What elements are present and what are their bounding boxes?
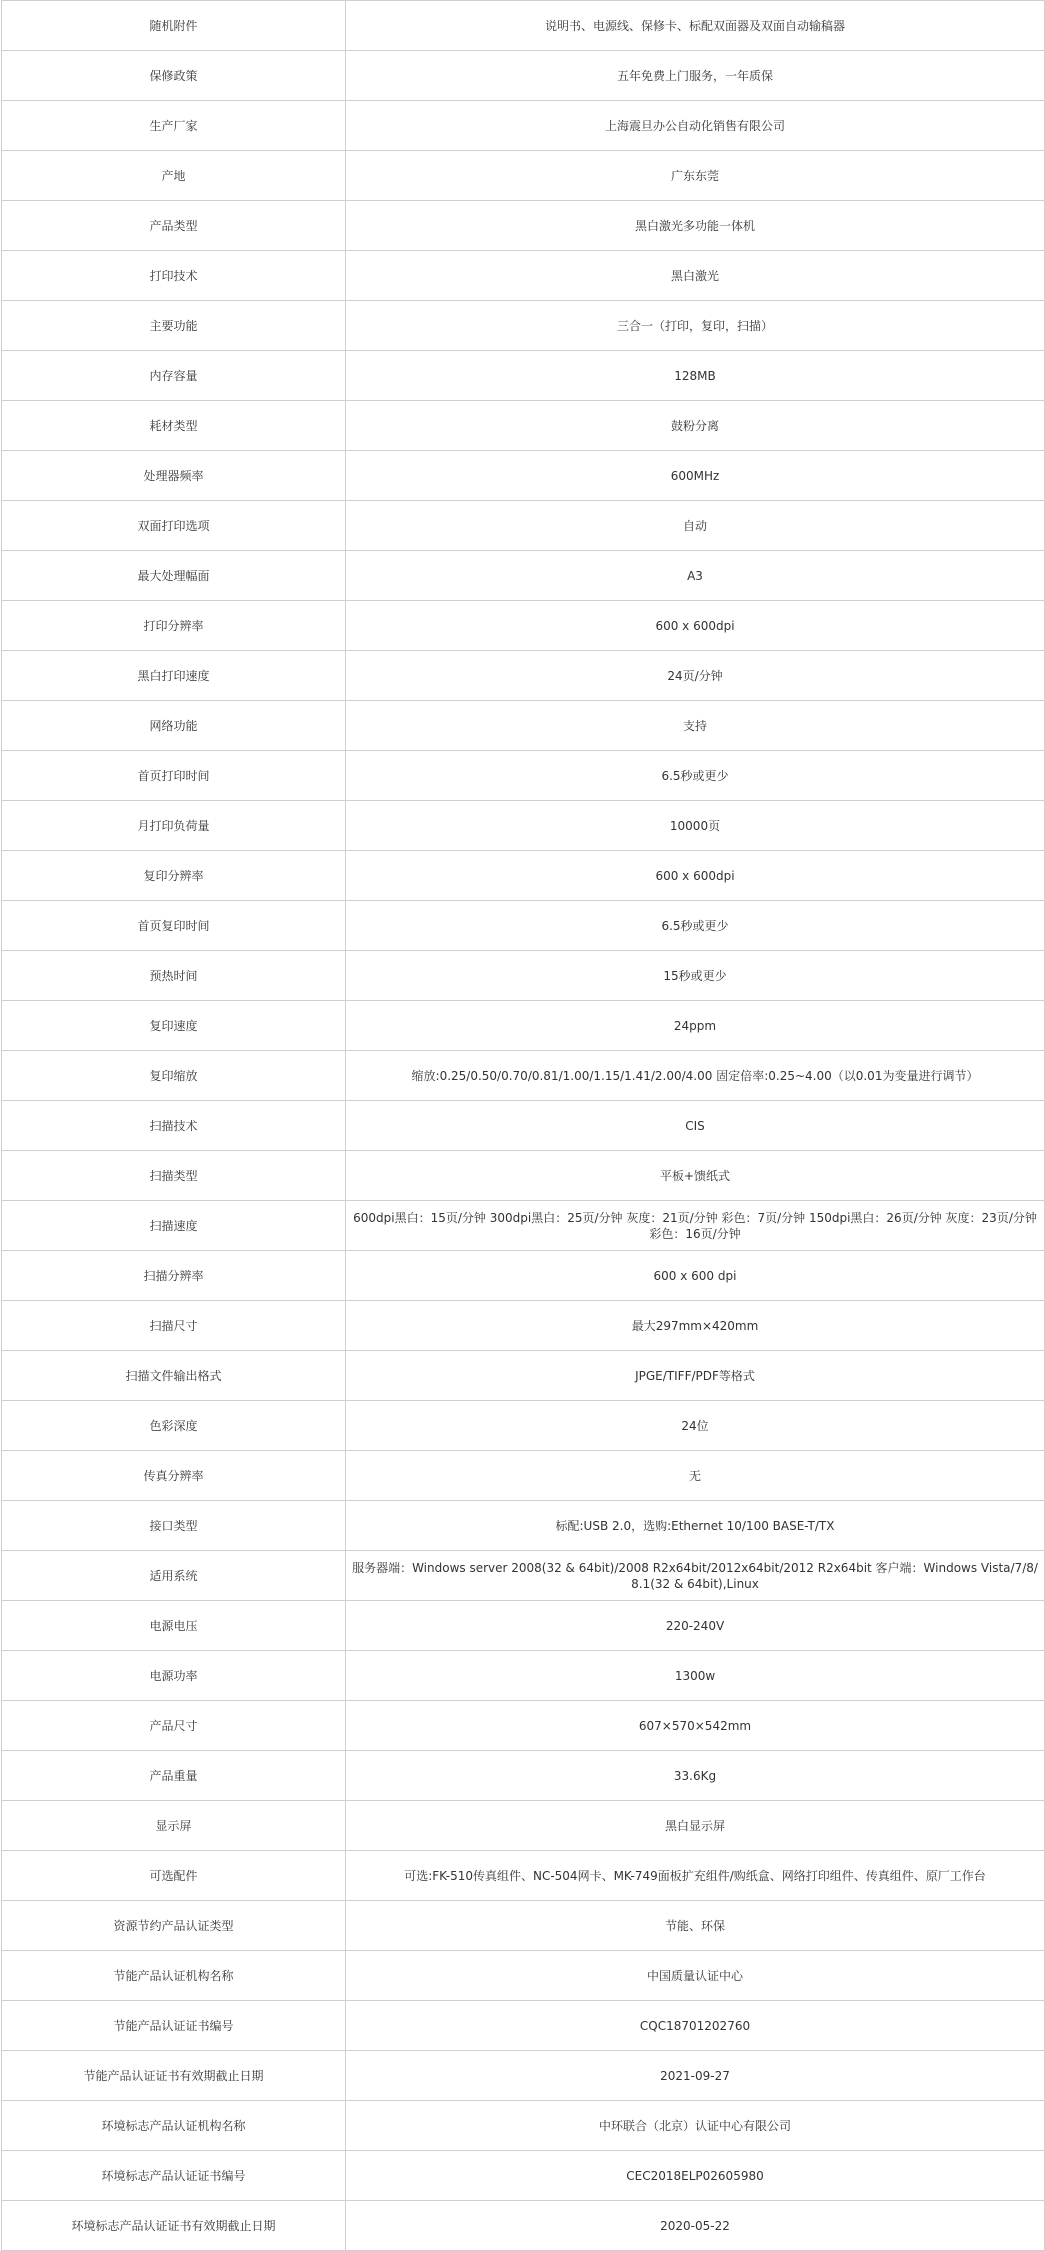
spec-label: 预热时间: [2, 951, 346, 1001]
table-row: [2, 301, 1045, 351]
spec-label: 主要功能: [2, 301, 346, 351]
table-row: [2, 1151, 1045, 1201]
spec-label: 节能产品认证机构名称: [2, 1951, 346, 2001]
table-row: [2, 851, 1045, 901]
table-row: [2, 1651, 1045, 1701]
spec-label: 传真分辨率: [2, 1451, 346, 1501]
spec-value: CIS: [346, 1101, 1045, 1151]
spec-value: 2020-05-22: [346, 2201, 1045, 2251]
spec-label: 保修政策: [2, 51, 346, 101]
table-row: [2, 1701, 1045, 1751]
spec-label: 打印分辨率: [2, 601, 346, 651]
spec-label: 节能产品认证证书编号: [2, 2001, 346, 2051]
spec-value: 24ppm: [346, 1001, 1045, 1051]
table-row: [2, 201, 1045, 251]
spec-value: CQC18701202760: [346, 2001, 1045, 2051]
spec-label: 最大处理幅面: [2, 551, 346, 601]
spec-label: 打印技术: [2, 251, 346, 301]
spec-value: 五年免费上门服务，一年质保: [346, 51, 1045, 101]
spec-value: 24页/分钟: [346, 651, 1045, 701]
spec-label: 扫描技术: [2, 1101, 346, 1151]
spec-value: JPGE/TIFF/PDF等格式: [346, 1351, 1045, 1401]
table-row: [2, 1001, 1045, 1051]
table-row: [2, 2001, 1045, 2051]
table-row: [2, 1401, 1045, 1451]
spec-label: 随机附件: [2, 1, 346, 51]
spec-label: 适用系统: [2, 1551, 346, 1601]
spec-label: 首页复印时间: [2, 901, 346, 951]
spec-value: 服务器端：Windows server 2008(32 & 64bit)/2008 R2x64bit/2012x64bit/2012 R2x64bit 客户端：Windows Vista/7/8/8.1(32 & 64bit),Linux: [346, 1551, 1045, 1601]
table-row: [2, 1351, 1045, 1401]
spec-label: 耗材类型: [2, 401, 346, 451]
spec-value: 600MHz: [346, 451, 1045, 501]
spec-value: 最大297mm×420mm: [346, 1301, 1045, 1351]
spec-value: 600 x 600dpi: [346, 851, 1045, 901]
table-row: [2, 1551, 1045, 1601]
spec-value: 607×570×542mm: [346, 1701, 1045, 1751]
spec-value: 说明书、电源线、保修卡、标配双面器及双面自动输稿器: [346, 1, 1045, 51]
spec-label: 复印缩放: [2, 1051, 346, 1101]
table-row: [2, 2151, 1045, 2201]
table-row: [2, 751, 1045, 801]
spec-value: 中环联合（北京）认证中心有限公司: [346, 2101, 1045, 2151]
spec-value: CEC2018ELP02605980: [346, 2151, 1045, 2201]
spec-value: 节能、环保: [346, 1901, 1045, 1951]
table-row: [2, 901, 1045, 951]
table-row: [2, 51, 1045, 101]
table-row: [2, 1301, 1045, 1351]
table-row: [2, 1251, 1045, 1301]
spec-label: 复印分辨率: [2, 851, 346, 901]
table-row: [2, 451, 1045, 501]
spec-value: 6.5秒或更少: [346, 901, 1045, 951]
spec-value: 128MB: [346, 351, 1045, 401]
table-row: [2, 1751, 1045, 1801]
table-row: [2, 951, 1045, 1001]
spec-label: 接口类型: [2, 1501, 346, 1551]
table-row: [2, 151, 1045, 201]
spec-value: 三合一（打印，复印，扫描）: [346, 301, 1045, 351]
spec-value: 支持: [346, 701, 1045, 751]
spec-label: 可选配件: [2, 1851, 346, 1901]
spec-value: 无: [346, 1451, 1045, 1501]
spec-table-body: [2, 1, 1045, 2251]
table-row: [2, 1, 1045, 51]
spec-label: 扫描文件输出格式: [2, 1351, 346, 1401]
spec-value: 600 x 600 dpi: [346, 1251, 1045, 1301]
spec-value: 10000页: [346, 801, 1045, 851]
spec-value: 600 x 600dpi: [346, 601, 1045, 651]
spec-label: 色彩深度: [2, 1401, 346, 1451]
spec-label: 扫描速度: [2, 1201, 346, 1251]
spec-value: 600dpi黑白：15页/分钟 300dpi黑白：25页/分钟 灰度：21页/分钟 彩色：7页/分钟 150dpi黑白：26页/分钟 灰度：23页/分钟 彩色：16页/分钟: [346, 1201, 1045, 1251]
spec-value: 鼓粉分离: [346, 401, 1045, 451]
spec-value: 上海震旦办公自动化销售有限公司: [346, 101, 1045, 151]
spec-label: 月打印负荷量: [2, 801, 346, 851]
spec-table: [1, 0, 1045, 2251]
spec-value: 可选:FK-510传真组件、NC-504网卡、MK-749面板扩充组件/购纸盒、网络打印组件、传真组件、原厂工作台: [346, 1851, 1045, 1901]
table-row: [2, 651, 1045, 701]
spec-value: 15秒或更少: [346, 951, 1045, 1001]
spec-label: 环境标志产品认证证书编号: [2, 2151, 346, 2201]
table-row: [2, 1201, 1045, 1251]
spec-label: 环境标志产品认证证书有效期截止日期: [2, 2201, 346, 2251]
table-row: [2, 1501, 1045, 1551]
spec-value: 黑白显示屏: [346, 1801, 1045, 1851]
spec-label: 扫描尺寸: [2, 1301, 346, 1351]
spec-label: 黑白打印速度: [2, 651, 346, 701]
table-row: [2, 501, 1045, 551]
spec-value: 缩放:0.25/0.50/0.70/0.81/1.00/1.15/1.41/2.00/4.00 固定倍率:0.25~4.00（以0.01为变量进行调节）: [346, 1051, 1045, 1101]
spec-label: 复印速度: [2, 1001, 346, 1051]
spec-value: 6.5秒或更少: [346, 751, 1045, 801]
table-row: [2, 251, 1045, 301]
spec-label: 扫描分辨率: [2, 1251, 346, 1301]
spec-label: 首页打印时间: [2, 751, 346, 801]
spec-label: 产地: [2, 151, 346, 201]
table-row: [2, 1951, 1045, 2001]
table-row: [2, 1451, 1045, 1501]
spec-value: 2021-09-27: [346, 2051, 1045, 2101]
spec-label: 电源电压: [2, 1601, 346, 1651]
spec-label: 产品类型: [2, 201, 346, 251]
spec-label: 网络功能: [2, 701, 346, 751]
table-row: [2, 101, 1045, 151]
spec-value: 黑白激光: [346, 251, 1045, 301]
table-row: [2, 2201, 1045, 2251]
spec-value: 自动: [346, 501, 1045, 551]
spec-label: 内存容量: [2, 351, 346, 401]
table-row: [2, 1051, 1045, 1101]
table-row: [2, 2101, 1045, 2151]
spec-value: 广东东莞: [346, 151, 1045, 201]
spec-value: 标配:USB 2.0，选购:Ethernet 10/100 BASE-T/TX: [346, 1501, 1045, 1551]
spec-label: 产品重量: [2, 1751, 346, 1801]
spec-label: 处理器频率: [2, 451, 346, 501]
table-row: [2, 601, 1045, 651]
spec-value: 黑白激光多功能一体机: [346, 201, 1045, 251]
spec-label: 显示屏: [2, 1801, 346, 1851]
table-row: [2, 1801, 1045, 1851]
spec-value: 220-240V: [346, 1601, 1045, 1651]
table-row: [2, 1601, 1045, 1651]
table-row: [2, 1851, 1045, 1901]
table-row: [2, 1101, 1045, 1151]
table-row: [2, 2051, 1045, 2101]
spec-value: A3: [346, 551, 1045, 601]
table-row: [2, 401, 1045, 451]
spec-label: 产品尺寸: [2, 1701, 346, 1751]
table-row: [2, 1901, 1045, 1951]
spec-label: 扫描类型: [2, 1151, 346, 1201]
table-row: [2, 551, 1045, 601]
spec-value: 平板+馈纸式: [346, 1151, 1045, 1201]
spec-label: 资源节约产品认证类型: [2, 1901, 346, 1951]
spec-label: 双面打印选项: [2, 501, 346, 551]
table-row: [2, 351, 1045, 401]
spec-label: 生产厂家: [2, 101, 346, 151]
spec-label: 电源功率: [2, 1651, 346, 1701]
table-row: [2, 701, 1045, 751]
spec-value: 1300w: [346, 1651, 1045, 1701]
table-row: [2, 801, 1045, 851]
spec-label: 节能产品认证证书有效期截止日期: [2, 2051, 346, 2101]
spec-value: 24位: [346, 1401, 1045, 1451]
spec-value: 中国质量认证中心: [346, 1951, 1045, 2001]
spec-label: 环境标志产品认证机构名称: [2, 2101, 346, 2151]
spec-value: 33.6Kg: [346, 1751, 1045, 1801]
